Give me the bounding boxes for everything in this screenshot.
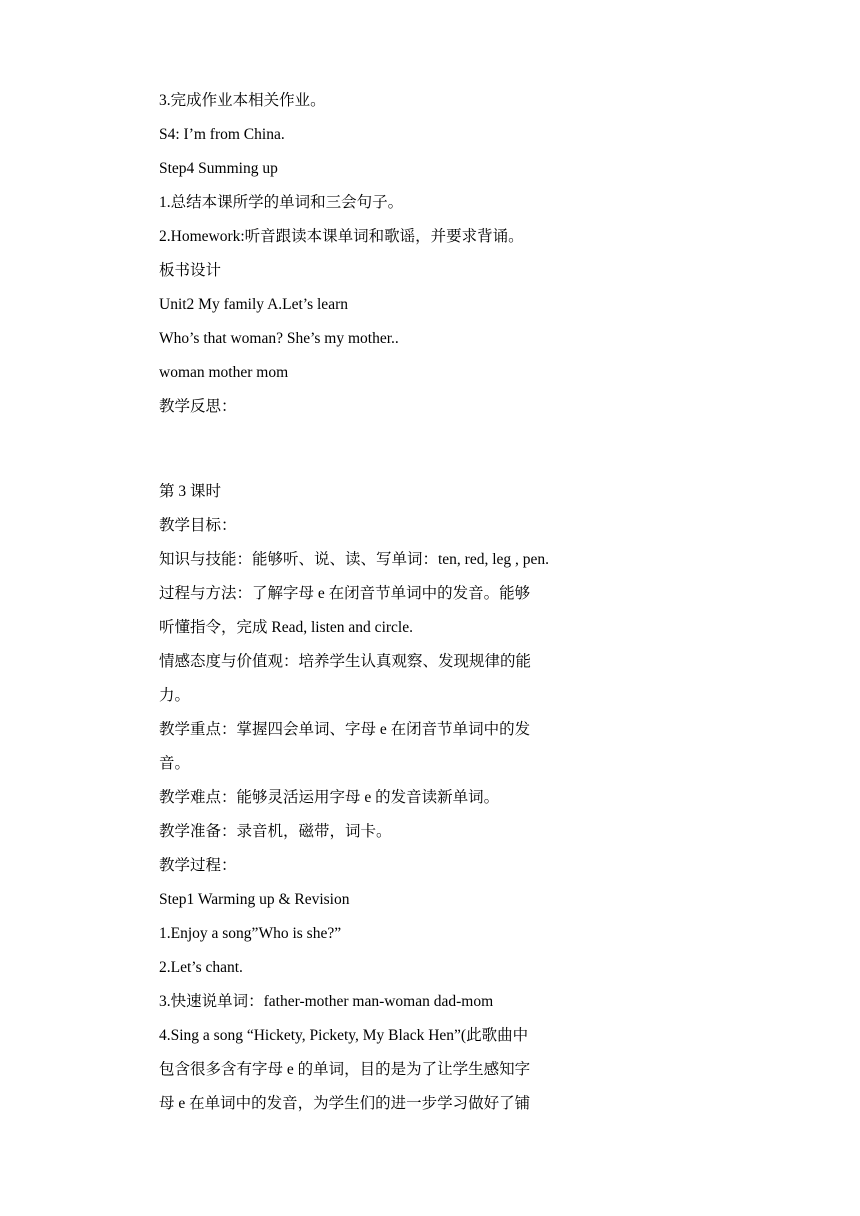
text-line: 力。 <box>159 687 191 704</box>
text-line: 1.Enjoy a song”Who is she?” <box>159 925 342 942</box>
text-line: 3.快速说单词：father-mother man-woman dad-mom <box>159 993 494 1010</box>
text-line: Unit2 My family A.Let’s learn <box>159 296 348 313</box>
heading-reflection: 教学反思： <box>159 398 237 415</box>
text-line: woman mother mom <box>159 364 289 381</box>
text-line: Who’s that woman? She’s my mother.. <box>159 330 399 347</box>
document-page <box>159 84 589 1121</box>
text-line: 包含很多含有字母 e 的单词，目的是为了让学生感知字 <box>159 1061 531 1078</box>
text-line: 情感态度与价值观：培养学生认真观察、发现规律的能 <box>159 653 532 670</box>
heading-board-design: 板书设计 <box>159 262 222 279</box>
text-line: 1.总结本课所学的单词和三会句子。 <box>159 194 404 211</box>
text-line: 听懂指令，完成 Read, listen and circle. <box>159 619 413 636</box>
heading-objectives: 教学目标： <box>159 517 237 534</box>
text-line: Step4 Summing up <box>159 160 278 177</box>
text-line: 2.Let’s chant. <box>159 959 243 976</box>
lesson-title: 第 3 课时 <box>159 483 222 500</box>
text-line: 教学重点：掌握四会单词、字母 e 在闭音节单词中的发 <box>159 721 531 738</box>
section-summary <box>159 84 589 424</box>
text-line: 教学难点：能够灵活运用字母 e 的发音读新单词。 <box>159 789 500 806</box>
text-line: 音。 <box>159 755 191 772</box>
text-line: S4: I’m from China. <box>159 126 285 143</box>
text-line: 知识与技能：能够听、说、读、写单词：ten, red, leg , pen. <box>159 551 550 568</box>
text-line: 教学准备：录音机，磁带，词卡。 <box>159 823 392 840</box>
text-line: 3.完成作业本相关作业。 <box>159 92 326 109</box>
section-lesson-3 <box>159 475 589 1121</box>
text-line: 过程与方法：了解字母 e 在闭音节单词中的发音。能够 <box>159 585 531 602</box>
step-heading: Step1 Warming up & Revision <box>159 891 350 908</box>
heading-process: 教学过程： <box>159 857 237 874</box>
blank-gap <box>159 424 589 475</box>
text-line: 2.Homework:听音跟读本课单词和歌谣，并要求背诵。 <box>159 228 524 245</box>
text-line: 4.Sing a song “Hickety, Pickety, My Black Hen”(此歌曲中 <box>159 1027 529 1044</box>
text-line: 母 e 在单词中的发音，为学生们的进一步学习做好了铺 <box>159 1095 531 1112</box>
